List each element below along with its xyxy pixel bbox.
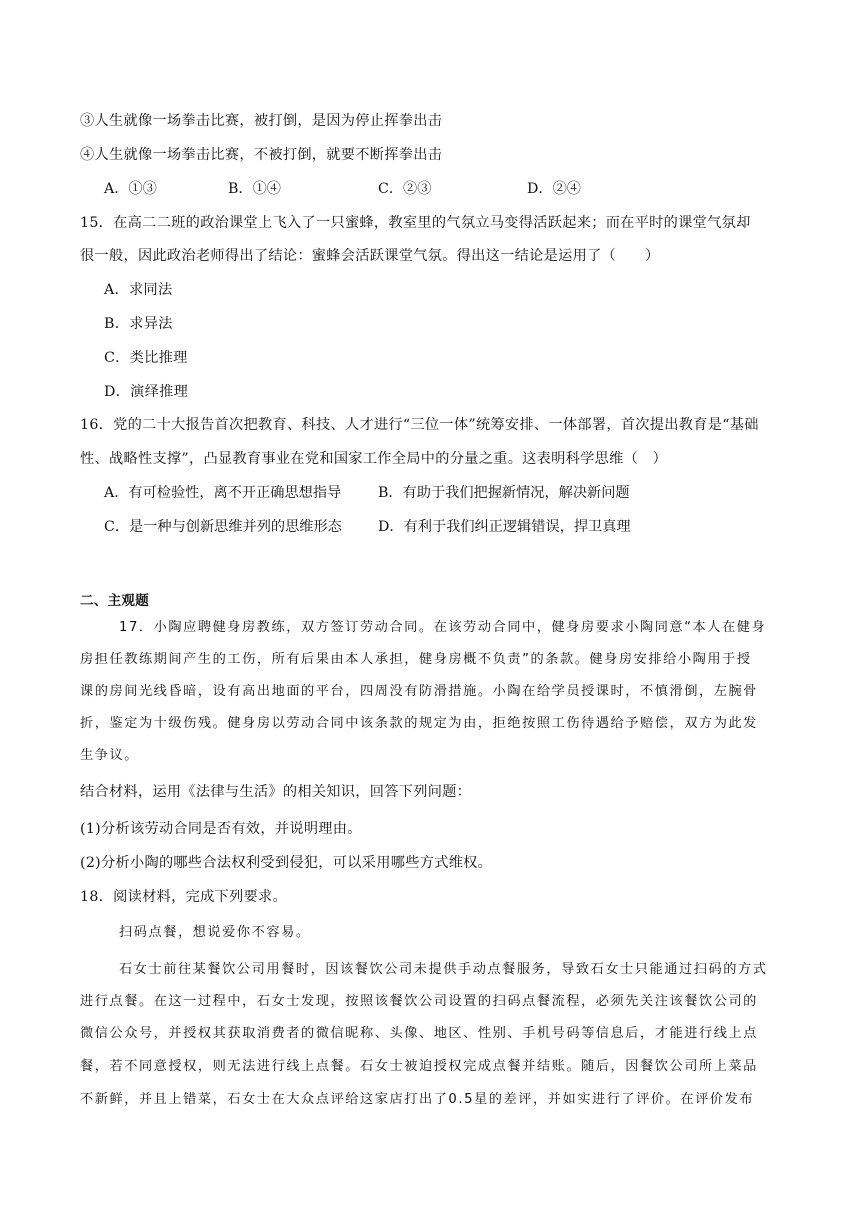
- q17-material-line-3: 课的房间光线昏暗，设有高出地面的平台，四周没有防滑措施。小陶在给学员授课时，不慎滑倒，左腕骨: [80, 684, 758, 699]
- q16-stem-line-1: 16．党的二十大报告首次把教育、科技、人才进行“三位一体”统筹安排、一体部署，首次提出教育是“基础: [80, 417, 759, 433]
- q15-option-c: C．类比推理: [104, 350, 188, 366]
- q14-option-b: B．①④: [228, 181, 281, 197]
- q17-instruction: 结合材料，运用《法律与生活》的相关知识，回答下列问题：: [80, 784, 472, 800]
- q17-material-line-4: 折，鉴定为十级伤残。健身房以劳动合同中该条款的规定为由，拒绝按照工伤待遇给予赔偿，双方为此发: [80, 716, 758, 731]
- q14-option-c: C．②③: [378, 181, 432, 197]
- q18-material-line-5: 不新鲜，并且上错菜，石女士在大众点评给这家店打出了0.5星的差评，并如实进行了评价。在评价发布: [80, 1092, 755, 1107]
- q18-material-line-1: 石女士前往某餐饮公司用餐时，因该餐饮公司未提供手动点餐服务，导致石女士只能通过扫码的方式: [119, 962, 768, 977]
- q15-stem-line-1: 15．在高二二班的政治课堂上飞入了一只蜜蜂，教室里的气氛立马变得活跃起来；而在平时的课堂气氛却: [80, 215, 751, 231]
- q14-statement-4: ④人生就像一场拳击比赛，不被打倒，就要不断挥拳出击: [80, 147, 443, 163]
- q17-question-1: (1)分析该劳动合同是否有效，并说明理由。: [80, 821, 362, 837]
- q16-stem-line-2: 性、战略性支撑”，凸显教育事业在党和国家工作全局中的分量之重。这表明科学思维（ ）: [80, 451, 668, 467]
- q16-option-a: A．有可检验性，离不开正确思想指导: [104, 485, 342, 501]
- q15-option-d: D．演绎推理: [104, 384, 189, 400]
- q18-material-line-3: 微信公众号，并授权其获取消费者的微信昵称、头像、地区、性别、手机号码等信息后，才能进行线上点: [80, 1026, 758, 1041]
- q17-material-line-2: 房担任教练期间产生的工伤，所有后果由本人承担，健身房概不负责”的条款。健身房安排给小陶用于授: [80, 652, 752, 667]
- q15-option-b: B．求异法: [104, 316, 173, 332]
- q18-material-line-2: 进行点餐。在这一过程中，石女士发现，按照该餐饮公司设置的扫码点餐流程，必须先关注该餐饮公司的: [80, 994, 758, 1009]
- q17-question-2: (2)分析小陶的哪些合法权利受到侵犯，可以采用哪些方式维权。: [80, 855, 493, 871]
- q16-option-c: C．是一种与创新思维并列的思维形态: [104, 519, 342, 535]
- section-title: 二、主观题: [80, 593, 149, 609]
- q16-option-d: D．有利于我们纠正逻辑错误，捍卫真理: [378, 519, 631, 535]
- q17-material-line-5: 生争议。: [80, 748, 139, 763]
- q18-stem: 18．阅读材料，完成下列要求。: [80, 889, 287, 905]
- q15-stem-line-2: 很一般，因此政治老师得出了结论：蜜蜂会活跃课堂气氛。得出这一结论是运用了（ ）: [80, 248, 660, 264]
- q17-material-line-1: 17．小陶应聘健身房教练，双方签订劳动合同。在该劳动合同中，健身房要求小陶同意“本人在健身: [119, 620, 767, 635]
- q15-option-a: A．求同法: [104, 282, 173, 298]
- q16-option-b: B．有助于我们把握新情况，解决新问题: [378, 485, 630, 501]
- q14-statement-3: ③人生就像一场拳击比赛，被打倒，是因为停止挥拳出击: [80, 113, 443, 129]
- q18-material-line-4: 餐，若不同意授权，则无法进行线上点餐。石女士被迫授权完成点餐并结账。随后，因餐饮公司所上菜品: [80, 1059, 758, 1074]
- q18-material-title: 扫码点餐，想说爱你不容易。: [119, 925, 311, 940]
- q14-option-a: A．①③: [104, 181, 157, 197]
- q14-option-d: D．②④: [527, 181, 581, 197]
